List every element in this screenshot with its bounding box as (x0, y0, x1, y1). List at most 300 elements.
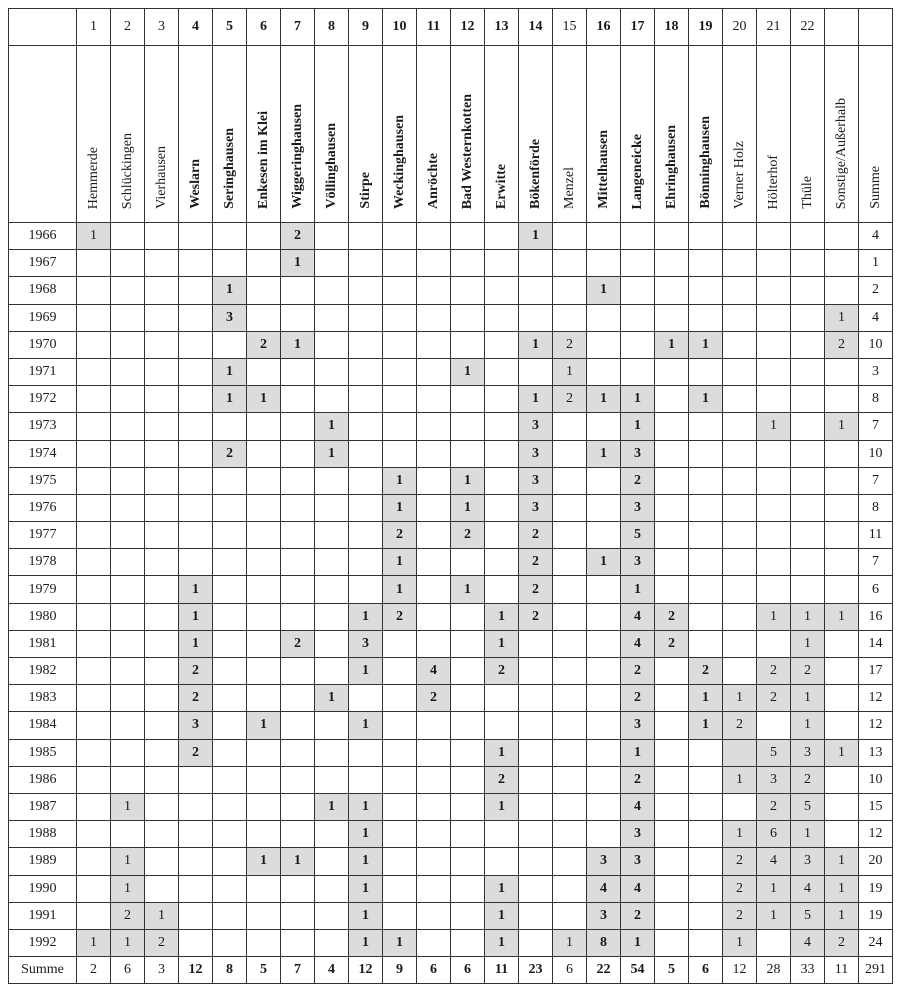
value-cell (723, 467, 757, 494)
value-cell (417, 277, 451, 304)
value-cell (757, 304, 791, 331)
value-cell: 2 (485, 766, 519, 793)
value-cell (553, 630, 587, 657)
summary-value: 7 (281, 957, 315, 984)
value-cell (485, 413, 519, 440)
year-cell: 1983 (9, 685, 77, 712)
value-cell (655, 875, 689, 902)
value-cell (281, 766, 315, 793)
value-cell (825, 630, 859, 657)
column-name-cell (247, 46, 281, 223)
value-cell: 4 (621, 875, 655, 902)
value-cell: 2 (179, 658, 213, 685)
value-cell: 1 (485, 630, 519, 657)
value-cell (383, 386, 417, 413)
column-name-cell (825, 46, 859, 223)
value-cell: 3 (621, 712, 655, 739)
column-name: Mittelhausen (595, 130, 611, 209)
value-cell (281, 902, 315, 929)
value-cell (145, 277, 179, 304)
value-cell (587, 685, 621, 712)
value-cell (519, 658, 553, 685)
summary-value: 22 (587, 957, 621, 984)
value-cell (723, 793, 757, 820)
value-cell (825, 358, 859, 385)
value-cell: 1 (383, 929, 417, 956)
value-cell (621, 223, 655, 250)
value-cell (723, 494, 757, 521)
value-cell (621, 304, 655, 331)
column-number (859, 9, 893, 46)
value-cell (519, 875, 553, 902)
value-cell (77, 549, 111, 576)
column-name: Summe (867, 166, 883, 209)
summary-value: 6 (111, 957, 145, 984)
value-cell (349, 386, 383, 413)
value-cell (417, 304, 451, 331)
value-cell (77, 739, 111, 766)
value-cell (689, 549, 723, 576)
value-cell (519, 821, 553, 848)
value-cell: 1 (825, 848, 859, 875)
value-cell (757, 712, 791, 739)
value-cell (179, 413, 213, 440)
value-cell (383, 277, 417, 304)
summary-value: 6 (553, 957, 587, 984)
value-cell (247, 467, 281, 494)
value-cell (791, 576, 825, 603)
value-cell (553, 250, 587, 277)
value-cell (519, 250, 553, 277)
value-cell (553, 766, 587, 793)
value-cell (383, 440, 417, 467)
value-cell (723, 739, 757, 766)
value-cell (723, 603, 757, 630)
value-cell (723, 277, 757, 304)
value-cell (723, 549, 757, 576)
value-cell (689, 250, 723, 277)
value-cell: 1 (247, 386, 281, 413)
value-cell (145, 413, 179, 440)
value-cell (655, 494, 689, 521)
column-number: 5 (213, 9, 247, 46)
value-cell (111, 358, 145, 385)
value-cell (77, 630, 111, 657)
value-cell: 1 (825, 875, 859, 902)
value-cell: 15 (859, 793, 893, 820)
value-cell: 3 (349, 630, 383, 657)
value-cell: 1 (349, 821, 383, 848)
value-cell (791, 386, 825, 413)
value-cell (655, 902, 689, 929)
value-cell (451, 250, 485, 277)
value-cell (791, 467, 825, 494)
value-cell: 1 (553, 929, 587, 956)
value-cell (825, 793, 859, 820)
table-row (9, 250, 893, 277)
value-cell (145, 712, 179, 739)
column-number: 14 (519, 9, 553, 46)
value-cell (179, 250, 213, 277)
value-cell (111, 494, 145, 521)
value-cell (825, 494, 859, 521)
column-name-cell (655, 46, 689, 223)
value-cell (315, 576, 349, 603)
value-cell: 1 (145, 902, 179, 929)
value-cell (825, 712, 859, 739)
value-cell: 1 (111, 848, 145, 875)
value-cell (723, 223, 757, 250)
column-name-cell (281, 46, 315, 223)
year-cell: 1992 (9, 929, 77, 956)
value-cell (315, 712, 349, 739)
value-cell (451, 875, 485, 902)
value-cell (553, 739, 587, 766)
value-cell: 1 (825, 902, 859, 929)
value-cell (519, 929, 553, 956)
value-cell (111, 304, 145, 331)
table-row (9, 223, 893, 250)
value-cell (213, 467, 247, 494)
year-cell: 1969 (9, 304, 77, 331)
value-cell: 1 (247, 712, 281, 739)
value-cell (315, 766, 349, 793)
summary-value: 23 (519, 957, 553, 984)
value-cell (417, 440, 451, 467)
value-cell (587, 223, 621, 250)
summary-value: 291 (859, 957, 893, 984)
value-cell: 1 (621, 929, 655, 956)
value-cell: 3 (587, 902, 621, 929)
summary-value: 8 (213, 957, 247, 984)
value-cell (281, 522, 315, 549)
value-cell: 4 (621, 630, 655, 657)
value-cell (485, 549, 519, 576)
column-name: Ehringhausen (663, 124, 679, 209)
column-number: 18 (655, 9, 689, 46)
value-cell: 1 (791, 821, 825, 848)
value-cell: 1 (519, 223, 553, 250)
value-cell (451, 630, 485, 657)
value-cell (213, 250, 247, 277)
value-cell (689, 413, 723, 440)
value-cell (315, 304, 349, 331)
value-cell (247, 821, 281, 848)
column-number: 12 (451, 9, 485, 46)
value-cell (145, 685, 179, 712)
column-number: 15 (553, 9, 587, 46)
year-cell: 1968 (9, 277, 77, 304)
value-cell (145, 793, 179, 820)
value-cell: 1 (587, 277, 621, 304)
value-cell (247, 875, 281, 902)
column-name: Bönninghausen (697, 116, 713, 209)
value-cell (77, 821, 111, 848)
value-cell (485, 576, 519, 603)
value-cell: 2 (553, 386, 587, 413)
value-cell: 2 (621, 685, 655, 712)
value-cell (247, 277, 281, 304)
value-cell (179, 331, 213, 358)
value-cell (825, 658, 859, 685)
value-cell (417, 902, 451, 929)
value-cell (315, 658, 349, 685)
column-name-cell (451, 46, 485, 223)
value-cell (349, 440, 383, 467)
value-cell: 1 (315, 685, 349, 712)
value-cell: 1 (723, 766, 757, 793)
value-cell: 12 (859, 685, 893, 712)
value-cell (417, 875, 451, 902)
value-cell: 2 (247, 331, 281, 358)
value-cell (587, 603, 621, 630)
value-cell: 1 (383, 549, 417, 576)
value-cell: 2 (655, 630, 689, 657)
column-name: Stirpe (357, 172, 373, 209)
column-name-cell (145, 46, 179, 223)
value-cell (179, 793, 213, 820)
value-cell: 1 (757, 902, 791, 929)
value-cell (621, 250, 655, 277)
value-cell (145, 630, 179, 657)
value-cell (451, 848, 485, 875)
value-cell (247, 522, 281, 549)
column-name: Erwitte (493, 163, 509, 209)
value-cell (791, 304, 825, 331)
value-cell (145, 848, 179, 875)
value-cell (111, 250, 145, 277)
value-cell: 3 (621, 549, 655, 576)
value-cell: 2 (723, 902, 757, 929)
value-cell (383, 630, 417, 657)
value-cell (77, 848, 111, 875)
value-cell (451, 277, 485, 304)
value-cell (213, 875, 247, 902)
value-cell: 1 (791, 603, 825, 630)
value-cell: 2 (621, 467, 655, 494)
value-cell: 1 (349, 793, 383, 820)
value-cell: 2 (621, 902, 655, 929)
value-cell: 1 (315, 440, 349, 467)
column-name-cell (417, 46, 451, 223)
value-cell: 1 (621, 386, 655, 413)
value-cell (655, 386, 689, 413)
value-cell (451, 223, 485, 250)
value-cell (349, 250, 383, 277)
value-cell (689, 440, 723, 467)
value-cell (77, 467, 111, 494)
value-cell: 6 (859, 576, 893, 603)
value-cell (519, 358, 553, 385)
summary-value: 12 (723, 957, 757, 984)
value-cell (281, 929, 315, 956)
value-cell (689, 494, 723, 521)
value-cell: 2 (757, 793, 791, 820)
value-cell: 1 (451, 494, 485, 521)
year-cell: 1986 (9, 766, 77, 793)
value-cell: 3 (519, 413, 553, 440)
value-cell (791, 331, 825, 358)
column-name: Enkesen im Klei (255, 110, 271, 209)
value-cell (383, 875, 417, 902)
value-cell (77, 902, 111, 929)
column-name: Thüle (799, 176, 815, 209)
value-cell (281, 440, 315, 467)
value-cell: 1 (213, 386, 247, 413)
value-cell (213, 223, 247, 250)
value-cell (417, 522, 451, 549)
value-cell (417, 549, 451, 576)
year-cell: 1985 (9, 739, 77, 766)
value-cell (451, 712, 485, 739)
value-cell (757, 522, 791, 549)
value-cell: 1 (281, 848, 315, 875)
value-cell: 1 (77, 929, 111, 956)
column-number: 3 (145, 9, 179, 46)
value-cell (655, 304, 689, 331)
value-cell (485, 440, 519, 467)
value-cell (247, 766, 281, 793)
value-cell (213, 331, 247, 358)
value-cell (247, 413, 281, 440)
value-cell: 3 (859, 358, 893, 385)
value-cell (451, 304, 485, 331)
value-cell (213, 630, 247, 657)
value-cell: 1 (111, 793, 145, 820)
table-row (9, 304, 893, 331)
value-cell (553, 793, 587, 820)
value-cell (213, 413, 247, 440)
value-cell (451, 413, 485, 440)
column-number: 21 (757, 9, 791, 46)
header-name-row (9, 46, 893, 223)
value-cell (145, 739, 179, 766)
value-cell (689, 304, 723, 331)
value-cell (247, 494, 281, 521)
value-cell (349, 223, 383, 250)
value-cell (723, 658, 757, 685)
value-cell (791, 223, 825, 250)
value-cell (383, 685, 417, 712)
value-cell: 1 (485, 875, 519, 902)
year-cell: 1977 (9, 522, 77, 549)
value-cell: 7 (859, 549, 893, 576)
year-cell: 1970 (9, 331, 77, 358)
value-cell (451, 386, 485, 413)
value-cell (791, 413, 825, 440)
value-cell: 1 (723, 821, 757, 848)
value-cell (281, 413, 315, 440)
value-cell: 2 (111, 902, 145, 929)
value-cell: 4 (757, 848, 791, 875)
year-cell: 1989 (9, 848, 77, 875)
value-cell (519, 685, 553, 712)
value-cell: 2 (859, 277, 893, 304)
value-cell (519, 304, 553, 331)
value-cell (417, 413, 451, 440)
value-cell (145, 576, 179, 603)
value-cell (111, 576, 145, 603)
header-number-row (9, 9, 893, 46)
value-cell: 3 (791, 848, 825, 875)
value-cell (77, 685, 111, 712)
value-cell (247, 440, 281, 467)
value-cell: 1 (383, 576, 417, 603)
value-cell (417, 821, 451, 848)
value-cell (587, 250, 621, 277)
value-cell (111, 522, 145, 549)
value-cell (553, 875, 587, 902)
value-cell (553, 440, 587, 467)
value-cell: 1 (383, 467, 417, 494)
value-cell (349, 277, 383, 304)
value-cell: 1 (111, 875, 145, 902)
column-name-cell (689, 46, 723, 223)
value-cell (723, 576, 757, 603)
value-cell (77, 413, 111, 440)
value-cell (417, 331, 451, 358)
value-cell: 1 (77, 223, 111, 250)
value-cell (281, 277, 315, 304)
value-cell (315, 331, 349, 358)
value-cell (417, 223, 451, 250)
summary-value: 6 (451, 957, 485, 984)
year-cell: 1982 (9, 658, 77, 685)
column-number: 20 (723, 9, 757, 46)
summary-value: 12 (349, 957, 383, 984)
value-cell: 12 (859, 712, 893, 739)
table-row (9, 413, 893, 440)
value-cell (179, 467, 213, 494)
value-cell (553, 304, 587, 331)
column-name-cell (383, 46, 417, 223)
column-name-cell (859, 46, 893, 223)
value-cell (349, 304, 383, 331)
value-cell (451, 440, 485, 467)
value-cell (111, 821, 145, 848)
value-cell (383, 413, 417, 440)
value-cell (145, 766, 179, 793)
value-cell: 3 (757, 766, 791, 793)
value-cell: 1 (791, 712, 825, 739)
value-cell (179, 277, 213, 304)
value-cell (519, 712, 553, 739)
value-cell (689, 358, 723, 385)
column-name: Hölterhof (765, 154, 781, 209)
value-cell: 3 (621, 848, 655, 875)
value-cell: 1 (757, 875, 791, 902)
value-cell (553, 712, 587, 739)
table-row (9, 685, 893, 712)
value-cell: 5 (621, 522, 655, 549)
column-name: Sonstige/Außerhalb (833, 97, 849, 209)
value-cell (655, 522, 689, 549)
value-cell: 1 (621, 576, 655, 603)
value-cell (485, 331, 519, 358)
value-cell (485, 250, 519, 277)
column-name-cell (519, 46, 553, 223)
value-cell (315, 630, 349, 657)
value-cell (111, 685, 145, 712)
value-cell: 20 (859, 848, 893, 875)
value-cell: 3 (519, 467, 553, 494)
value-cell (315, 929, 349, 956)
value-cell: 2 (213, 440, 247, 467)
value-cell (145, 494, 179, 521)
value-cell (247, 739, 281, 766)
value-cell (485, 277, 519, 304)
column-number: 8 (315, 9, 349, 46)
